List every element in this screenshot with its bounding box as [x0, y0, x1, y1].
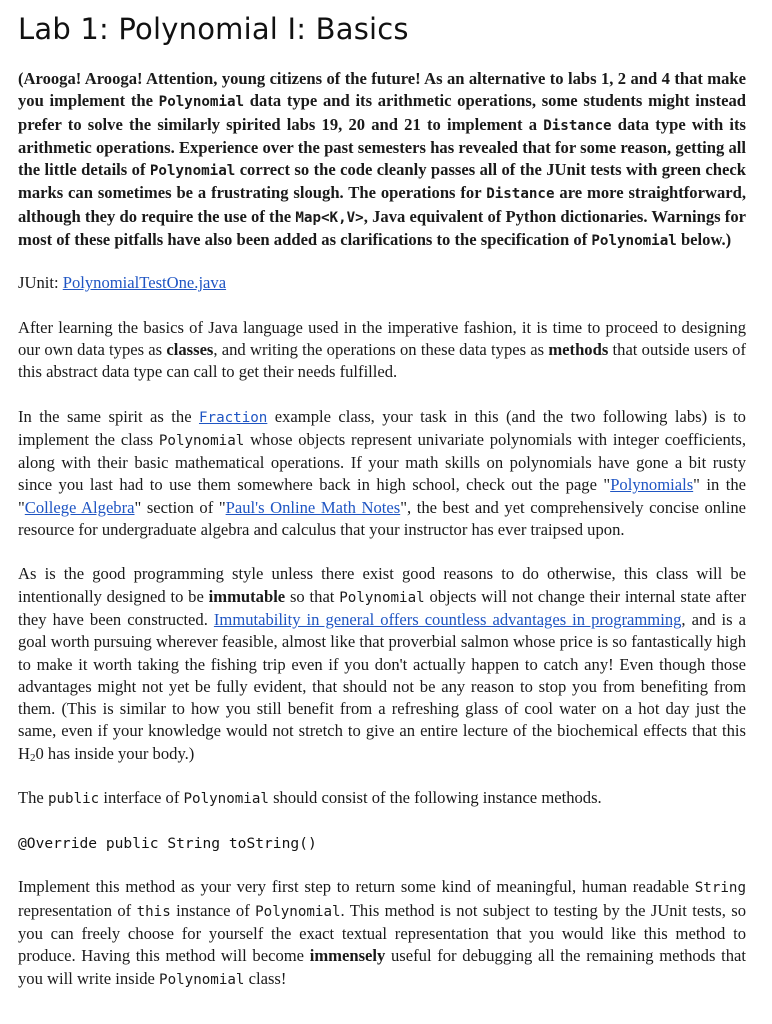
code-polynomial: Polynomial [159, 971, 245, 988]
code-distance: Distance [543, 117, 612, 134]
emphasis-immutable: immutable [208, 586, 286, 606]
emphasis-immensely: immensely [309, 946, 386, 966]
fraction-link[interactable]: Fraction [198, 409, 268, 426]
tostring-paragraph: Implement this method as your very first step to return some kind of meaningful, human readable String representation of this instance of Polynomial. This method is not subject to testing by the JUnit tests, so you can freely choose for yourself the exact textual representation that you would like this method to produce. Having this method will become immensely useful for debugging all the remaining methods that you will write inside Polynomial class! [18, 877, 746, 988]
junit-line: JUnit: PolynomialTestOne.java [18, 273, 227, 293]
code-polynomial: Polynomial [183, 791, 269, 808]
code-polynomial: Polynomial [255, 903, 341, 920]
code-polynomial: Polynomial [158, 432, 245, 449]
immutability-link[interactable]: Immutability in general offers countless advantages in programming [213, 609, 682, 629]
intro-paragraph: (Arooga! Arooga! Attention, young citizens of the future! As an alternative to labs 1, 2 and 4 that make you implement the Polynomial data type and its arithmetic operations, some students might instead prefer to solve the similarly spirited labs 19, 20 and 21 to implement a Distance data type with its arithmetic operations. Experience over the past semesters has revealed that for some reason, getting all the little details of Polynomial correct so the code cleanly passes all of the JUnit tests with green check marks can sometimes be a frustrating slough. The operations for Distance are more straightforward, although they do require the use of the Map<K,V>, Java equivalent of Python dictionaries. Warnings for most of these pitfalls have also been added as clarifications to the specification of Polynomial below.) [18, 69, 746, 250]
code-polynomial: Polynomial [158, 94, 245, 111]
college-algebra-link[interactable]: College Algebra [24, 497, 135, 517]
immutable-paragraph: As is the good programming style unless there exist good reasons to do otherwise, this class will be intentionally designed to be immutable so that Polynomial objects will not change their internal state after they have been constructed. Immutability in general offers countless advantages in programming, and is a goal worth pursuing wherever feasible, almost like that proverbial salmon whose price is so fantastically high to make it worth taking the fishing trip even if you don't actually happen to catch any! Even though those advantages might not yet be fully evident, that should not be any reason to stop you from benefiting from them. (This is similar to how you still benefit from a refreshing glass of cool water on a hot day just the same, even if your knowledge would not stretch to give an entire lecture of the biochemical effects that this $H_20$ has inside your body.) [18, 564, 746, 764]
code-public: public [47, 791, 100, 808]
code-string: String [694, 880, 746, 897]
polynomials-link[interactable]: Polynomials [610, 475, 694, 495]
code-polynomial: Polynomial [591, 233, 677, 250]
method-signature: @Override public String toString() [18, 835, 317, 853]
code-map: Map<K,V> [295, 209, 364, 226]
subscript-two: 2 [29, 751, 36, 764]
code-distance: Distance [486, 186, 555, 203]
emphasis-classes: classes [166, 339, 214, 359]
page-title: Lab 1: Polynomial I: Basics [18, 12, 409, 46]
junit-test-link[interactable]: PolynomialTestOne.java [62, 273, 227, 293]
fraction-paragraph: In the same spirit as the Fraction example class, your task in this (and the two following labs) is to implement the class Polynomial whose objects represent univariate polynomials with integer coefficients, along with their basic mathematical operations. If your math skills on polynomials have gone a bit rusty since you last had to use them somewhere back in high school, check out the page "Polynomials" in the "College Algebra" section of "Paul's Online Math Notes", the best and yet comprehensively concise online resource for undergraduate algebra and calculus that your instructor has ever traipsed upon. [18, 406, 746, 540]
pauls-notes-link[interactable]: Paul's Online Math Notes [225, 497, 401, 517]
code-this: this [136, 903, 171, 920]
emphasis-methods: methods [548, 339, 609, 359]
public-interface-paragraph: The public interface of Polynomial should consist of the following instance methods. [18, 788, 602, 808]
code-polynomial: Polynomial [339, 589, 425, 606]
code-polynomial: Polynomial [149, 163, 236, 180]
document-page [18, 0, 746, 991]
basics-paragraph: After learning the basics of Java language used in the imperative fashion, it is time to proceed to designing our own data types as classes, and writing the operations on these data types as methods that outside users of this abstract data type can call to get their needs fulfilled. [18, 317, 746, 382]
